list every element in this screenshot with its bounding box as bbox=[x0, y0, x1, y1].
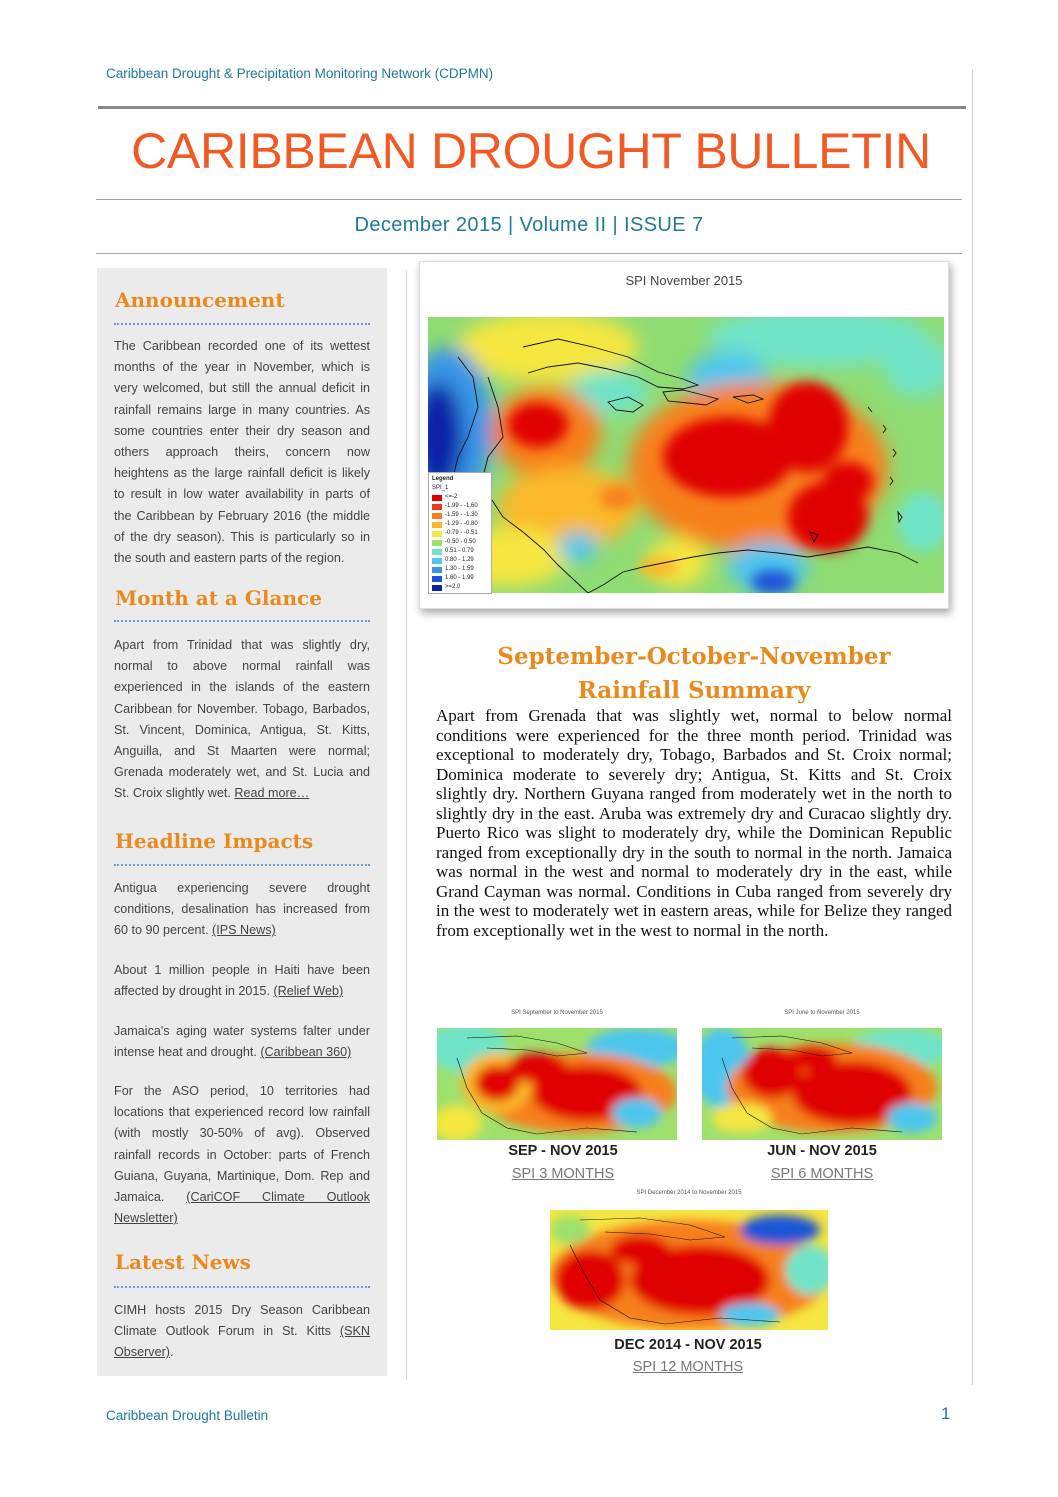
spi-12-months-link[interactable]: SPI 12 MONTHS bbox=[632, 1359, 744, 1375]
legend-swatch bbox=[432, 513, 442, 519]
spi-6-month-map-image bbox=[702, 1028, 942, 1140]
legend-row bbox=[432, 556, 488, 565]
spi-12-month-map bbox=[550, 1188, 828, 1330]
dotted-divider bbox=[114, 323, 370, 325]
impact-item bbox=[114, 1081, 370, 1229]
legend-swatch bbox=[432, 522, 442, 528]
latest-news-item bbox=[114, 1300, 370, 1364]
legend-label: -1.99 - -1.60 bbox=[445, 503, 478, 509]
impact-text: Jamaica's aging water systems falter under intense heat and drought. bbox=[114, 1024, 370, 1060]
legend-swatch bbox=[432, 540, 442, 546]
latest-news-heading: Latest News bbox=[115, 1250, 251, 1274]
legend-field: SPI_1 bbox=[432, 485, 449, 491]
announcement-heading: Announcement bbox=[115, 288, 285, 312]
right-margin-rule bbox=[972, 70, 973, 1385]
legend-label: -1.59 - -1.30 bbox=[445, 512, 478, 518]
legend-row bbox=[432, 502, 488, 511]
legend-row bbox=[432, 565, 488, 574]
page-number: 1 bbox=[941, 1404, 951, 1423]
impact-item bbox=[114, 878, 370, 942]
legend-label: -0.79 - -0.51 bbox=[445, 530, 478, 536]
month-glance-text: Apart from Trinidad that was slightly dry, normal to above normal rainfall was experienced in the islands of the eastern Caribbean for November. Tobago, Barbados, St. Vincent, Dominica, Antigua, St. Kitts, Anguilla, and St Maarten were normal; Grenada moderately wet, and St. Lucia and St. Croix slightly wet. bbox=[114, 638, 370, 801]
map-caption: SPI September to November 2015 bbox=[511, 1010, 603, 1016]
period-label: SEP - NOV 2015 bbox=[508, 1143, 618, 1159]
legend-row bbox=[432, 583, 488, 592]
legend-label: -1.29 - -0.80 bbox=[445, 521, 478, 527]
summary-heading bbox=[436, 640, 952, 708]
legend-label: 1.30 - 1.59 bbox=[445, 566, 474, 572]
legend-label: 0.80 - 1.29 bbox=[445, 557, 474, 563]
ips-news-link[interactable]: (IPS News) bbox=[212, 923, 276, 938]
legend-items bbox=[432, 493, 488, 592]
top-rule bbox=[98, 106, 966, 109]
dotted-divider bbox=[114, 1286, 370, 1288]
legend-row bbox=[432, 574, 488, 583]
legend-swatch bbox=[432, 585, 442, 591]
read-more-link[interactable]: Read more… bbox=[234, 786, 310, 801]
legend-swatch bbox=[432, 495, 442, 501]
legend-row bbox=[432, 493, 488, 502]
relief-web-link[interactable]: (Relief Web) bbox=[273, 984, 344, 999]
issue-line: December 2015 | Volume II | ISSUE 7 bbox=[354, 214, 704, 236]
period-label: JUN - NOV 2015 bbox=[767, 1143, 877, 1159]
legend-swatch bbox=[432, 531, 442, 537]
legend-title: Legend bbox=[432, 476, 454, 482]
skn-observer-link[interactable]: (SKN Observer) bbox=[114, 1324, 371, 1360]
impact-text: For the ASO period, 10 territories had locations that experienced record low rainfall (with mostly 30-50% of avg). Observed rainfall records in October: parts of French Guiana, Guyana, Martinique, Dom. Rep and Jamaica. bbox=[114, 1084, 370, 1205]
impact-text: About 1 million people in Haiti have been affected by drought in 2015. bbox=[114, 963, 370, 999]
title-rule bbox=[96, 199, 962, 200]
announcement-text: The Caribbean recorded one of its wettest months of the year in November, which is very welcomed, but still the annual deficit in rainfall remains large in many countries. As some countries enter their dry season and others approach theirs, concern now heightens as the large rainfall deficit is likely to result in low water availability in parts of the Caribbean by February 2016 (the middle of the dry season). This is particularly so in the south and eastern parts of the region. bbox=[114, 339, 370, 566]
month-glance-block bbox=[114, 635, 370, 805]
spi-3-month-map bbox=[437, 1008, 677, 1140]
legend-label: <=-2 bbox=[445, 494, 458, 500]
month-glance-heading: Month at a Glance bbox=[115, 586, 322, 610]
spi-6-months-link[interactable]: SPI 6 MONTHS bbox=[770, 1166, 874, 1182]
dotted-divider bbox=[114, 864, 370, 866]
legend-label: 1.60 - 1.99 bbox=[445, 575, 474, 581]
legend-label: >=2.0 bbox=[445, 584, 461, 590]
spi-3-month-map-image bbox=[437, 1028, 677, 1140]
legend-swatch bbox=[432, 567, 442, 573]
legend-row bbox=[432, 520, 488, 529]
summary-body: Apart from Grenada that was slightly wet, normal to below normal conditions were experienced for the three month period. Trinidad was exceptional to moderately dry, Tobago, Barbados and St. Croix normal; Dominica moderate to severely dry; Antigua, St. Kitts and St. Croix slightly dry. Northern Guyana ranged from moderately wet in the north to slightly dry in the east. Aruba was extremely dry and Curacao slightly dry. Puerto Rico was slight to moderately dry, while the Dominican Republic ranged from exceptionally dry in the south to normal in the north. Jamaica was normal in the west and normal to moderately dry in the east, while Grand Cayman was normal. Conditions in Cuba ranged from severely dry in the west to moderately wet in eastern areas, while for Belize they ranged from exceptionally wet in the west to normal in the north. bbox=[436, 706, 952, 940]
legend-row bbox=[432, 511, 488, 520]
headline-impacts-heading: Headline Impacts bbox=[115, 829, 314, 853]
spi-november-map-frame bbox=[419, 261, 949, 609]
summary-heading-line2: Rainfall Summary bbox=[577, 677, 811, 704]
legend-label: -0.50 - 0.50 bbox=[445, 539, 476, 545]
impact-text: Antigua experiencing severe drought conditions, desalination has increased from 60 to 90 percent. bbox=[114, 881, 370, 938]
map-caption: SPI June to November 2015 bbox=[784, 1010, 860, 1016]
legend-row bbox=[432, 538, 488, 547]
legend-swatch bbox=[432, 504, 442, 510]
impact-item bbox=[114, 960, 370, 1002]
column-rule bbox=[406, 270, 407, 1380]
spi-12-month-map-image bbox=[550, 1210, 828, 1330]
caricof-link[interactable]: (CariCOF Climate Outlook Newsletter) bbox=[114, 1190, 370, 1226]
impact-item bbox=[114, 1021, 370, 1063]
legend-label: 0.51 - 0.79 bbox=[445, 548, 474, 554]
caribbean-360-link[interactable]: (Caribbean 360) bbox=[260, 1045, 352, 1060]
spi-november-map bbox=[428, 317, 944, 593]
latest-news-text: CIMH hosts 2015 Dry Season Caribbean Climate Outlook Forum in St. Kitts bbox=[114, 1303, 370, 1339]
legend-swatch bbox=[432, 558, 442, 564]
legend-swatch bbox=[432, 549, 442, 555]
legend-row bbox=[432, 547, 488, 556]
sidebar bbox=[97, 268, 387, 1376]
summary-heading-line1: September-October-November bbox=[497, 643, 891, 670]
spi-6-month-map bbox=[702, 1008, 942, 1140]
dotted-divider bbox=[114, 620, 370, 622]
legend-row bbox=[432, 529, 488, 538]
map-title: SPI November 2015 bbox=[625, 273, 743, 288]
map-legend bbox=[428, 472, 492, 594]
spi-3-months-link[interactable]: SPI 3 MONTHS bbox=[511, 1166, 615, 1182]
footer-text: Caribbean Drought Bulletin bbox=[106, 1408, 269, 1423]
legend-swatch bbox=[432, 576, 442, 582]
issue-rule bbox=[96, 253, 962, 254]
bulletin-title: CARIBBEAN DROUGHT BULLETIN bbox=[131, 123, 931, 179]
network-name: Caribbean Drought & Precipitation Monitoring Network (CDPMN) bbox=[106, 66, 494, 81]
map-caption: SPI December 2014 to November 2015 bbox=[636, 1190, 742, 1196]
period-mark: . bbox=[169, 1345, 174, 1360]
period-label: DEC 2014 - NOV 2015 bbox=[614, 1337, 762, 1353]
